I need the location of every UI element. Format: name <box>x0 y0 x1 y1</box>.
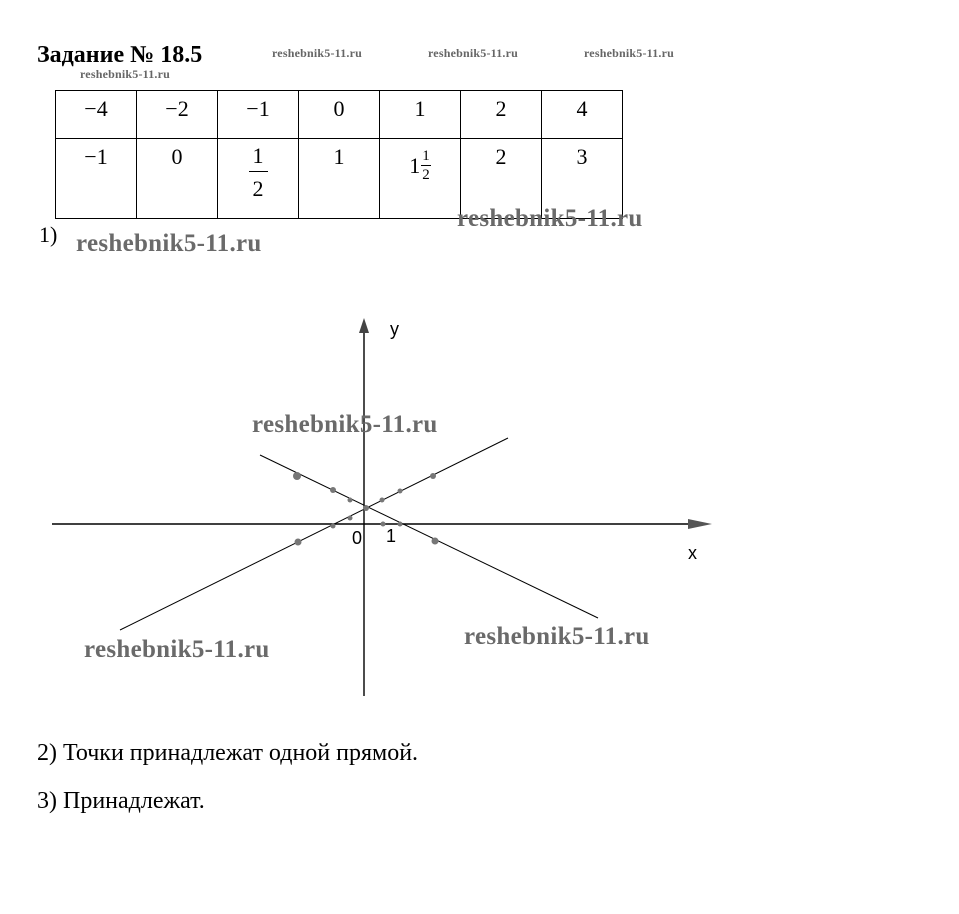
x-axis-arrow <box>688 519 712 529</box>
table-cell: 4 <box>542 91 623 139</box>
table-cell: 0 <box>299 91 380 139</box>
watermark: reshebnik5-11.ru <box>464 623 650 650</box>
mixed-whole: 1 <box>409 153 421 178</box>
item-1-label: 1) <box>39 222 58 247</box>
point <box>330 487 336 493</box>
x-axis-label: x <box>688 543 697 563</box>
table-cell: −4 <box>56 91 137 139</box>
table-cell: 2 <box>461 91 542 139</box>
point <box>293 472 301 480</box>
fraction-numerator: 1 <box>249 139 268 172</box>
point <box>398 489 403 494</box>
origin-label: 0 <box>352 528 363 548</box>
line-increasing <box>120 438 508 630</box>
point <box>295 539 302 546</box>
watermark: reshebnik5-11.ru <box>84 636 270 663</box>
table-cell: 1 <box>380 91 461 139</box>
fraction-denominator: 2 <box>422 167 430 183</box>
point <box>430 473 436 479</box>
table-cell: 3 <box>542 139 623 219</box>
table-cell: −1 <box>218 91 299 139</box>
point <box>380 498 385 503</box>
watermark: reshebnik5-11.ru <box>584 46 674 60</box>
table-cell: 1 <box>299 139 380 219</box>
table-cell: 2 <box>461 139 542 219</box>
answer-2: 2) Точки принадлежат одной прямой. <box>37 740 419 766</box>
line-decreasing <box>260 455 598 618</box>
table-cell: −2 <box>137 91 218 139</box>
y-axis-arrow <box>359 318 369 333</box>
table-cell: 0 <box>137 139 218 219</box>
answer-3: 3) Принадлежат. <box>37 788 205 814</box>
point <box>381 522 386 527</box>
fraction-numerator: 1 <box>422 148 430 164</box>
unit-label: 1 <box>386 526 397 546</box>
point <box>432 538 439 545</box>
table-cell: −1 <box>56 139 137 219</box>
point <box>398 522 403 527</box>
task-title: Задание № 18.5 <box>37 42 203 68</box>
point <box>348 498 353 503</box>
point <box>331 524 336 529</box>
watermark: reshebnik5-11.ru <box>428 46 518 60</box>
watermark: reshebnik5-11.ru <box>252 411 438 438</box>
watermark: reshebnik5-11.ru <box>457 205 643 232</box>
y-axis-label: y <box>390 319 399 339</box>
fraction-denominator: 2 <box>252 176 264 201</box>
watermark: reshebnik5-11.ru <box>80 67 170 81</box>
point <box>348 516 353 521</box>
watermark: reshebnik5-11.ru <box>272 46 362 60</box>
watermark: reshebnik5-11.ru <box>76 230 262 257</box>
point <box>363 505 369 511</box>
